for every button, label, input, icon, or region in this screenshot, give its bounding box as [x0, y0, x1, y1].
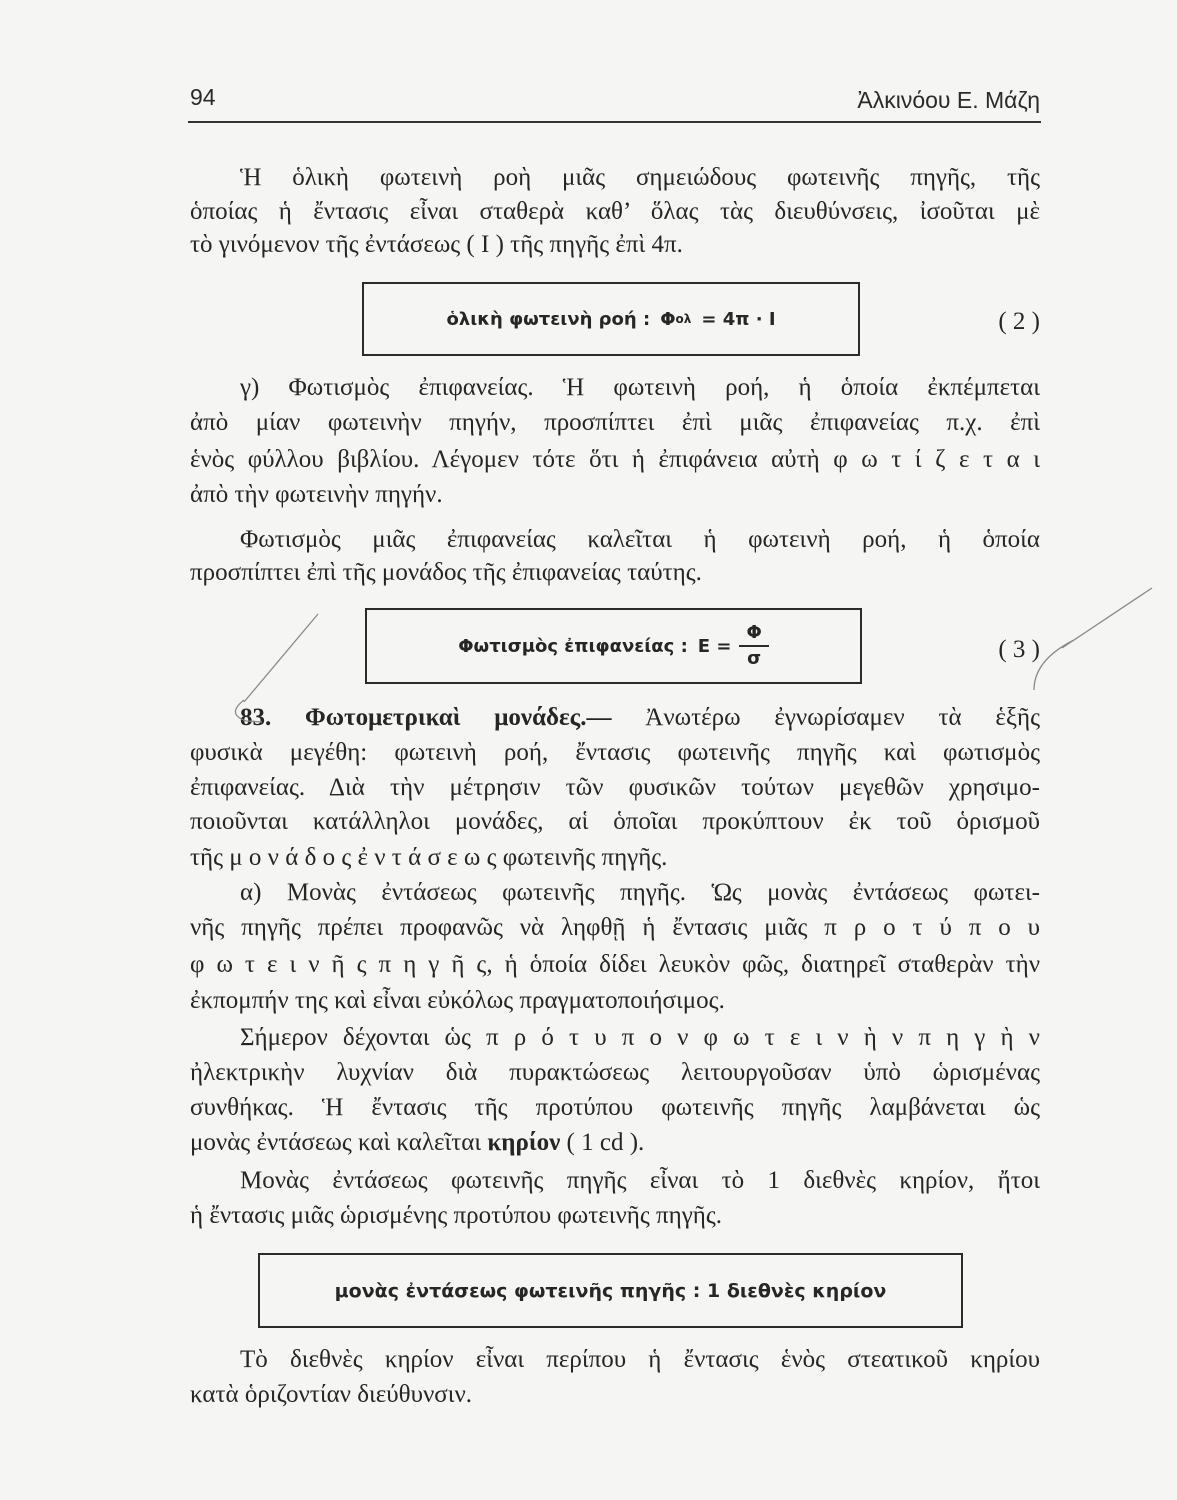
section-heading: 83. Φωτομετρικαὶ μονάδες.—: [240, 704, 612, 731]
text-line: ὁποίας ἡ ἔντασις εἶναι σταθερὰ καθ’ ὅλας τὰς διευθύνσεις, ἰσοῦται μὲ: [190, 198, 1040, 225]
text-line: ἀπὸ μίαν φωτεινὴν πηγήν, προσπίπτει ἐπὶ μιᾶς ἐπιφανείας π.χ. ἐπὶ: [190, 409, 1040, 436]
bold-term: κηρίον: [487, 1129, 561, 1156]
text-line: Τὸ διεθνὲς κηρίον εἶναι περίπου ἡ ἔντασις ἑνὸς στεατικοῦ κηρίου: [240, 1346, 1040, 1373]
text-line: [240, 701, 1040, 735]
text-line: ἐκπομπήν της καὶ εἶναι εὐκόλως πραγματοποιήσιμος.: [190, 987, 725, 1014]
text-line: συνθήκας. Ἡ ἔντασις τῆς προτύπου φωτεινῆς πηγῆς λαμβάνεται ὡς: [190, 1094, 1040, 1121]
definition-text: μονὰς ἐντάσεως φωτεινῆς πηγῆς : 1 διεθνὲς κηρίον: [334, 1279, 887, 1302]
text-line: Φωτισμὸς μιᾶς ἐπιφανείας καλεῖται ἡ φωτεινὴ ροή, ἡ ὁποία: [240, 526, 1040, 553]
text-line: τὸ γινόμενον τῆς ἐντάσεως ( I ) τῆς πηγῆς ἐπὶ 4π.: [190, 231, 683, 258]
text-line: Ἡ ὁλικὴ φωτεινὴ ροὴ μιᾶς σημειώδους φωτεινῆς πηγῆς, τῆς: [240, 164, 1040, 191]
text-line: ἡ ἔντασις μιᾶς ὡρισμένης προτύπου φωτεινῆς πηγῆς.: [190, 1202, 722, 1229]
text-line: ἀπὸ τὴν φωτεινὴν πηγήν.: [190, 481, 443, 508]
text-line: γ) Φωτισμὸς ἐπιφανείας. Ἡ φωτεινὴ ροή, ἡ ὁποία ἐκπέμπεται: [240, 374, 1040, 401]
equation-number: ( 2 ): [998, 308, 1040, 335]
definition-box-intensity-unit: [258, 1253, 963, 1328]
running-head-author: Ἀλκινόου Ε. Μάζη: [857, 87, 1040, 113]
formula-box-illuminance: [365, 608, 862, 684]
pencil-mark-left: [244, 614, 318, 702]
formula-lhs: E =: [697, 635, 732, 657]
fraction-denominator: σ: [747, 648, 762, 669]
fraction: [739, 621, 768, 671]
formula-symbol: Φ: [660, 308, 676, 330]
text-line: Σήμερον δέχονται ὡς π ρ ό τ υ π ο ν φ ω τ ε ι ν ὴ ν π η γ ὴ ν: [240, 1024, 1040, 1051]
text-line: ποιοῦνται κατάλληλοι μονάδες, αἱ ὁποῖαι προκύπτουν ἐκ τοῦ ὁρισμοῦ: [190, 808, 1040, 835]
formula-box-total-flux: [362, 282, 860, 356]
text-line: α) Μονὰς ἐντάσεως φωτεινῆς πηγῆς. Ὡς μονὰς ἐντάσεως φωτει-: [240, 879, 1040, 906]
text-line: Μονὰς ἐντάσεως φωτεινῆς πηγῆς εἶναι τὸ 1 διεθνὲς κηρίον, ἤτοι: [240, 1167, 1040, 1194]
text-line: [190, 1126, 1040, 1160]
formula-subscript: ολ: [675, 312, 692, 326]
text-span: Ἀνωτέρω ἐγνωρίσαμεν τὰ ἑξῆς: [645, 704, 1040, 731]
formula-label: ὁλικὴ φωτεινὴ ροή :: [446, 308, 651, 330]
text-line: ἠλεκτρικὴν λυχνίαν διὰ πυρακτώσεως λειτουργοῦσαν ὑπὸ ὡρισμένας: [190, 1059, 1040, 1086]
text-line: φ ω τ ε ι ν ῆ ς π η γ ῆ ς, ἡ ὁποία δίδει λευκὸν φῶς, διατηρεῖ σταθερὰν τὴν: [190, 951, 1040, 978]
pencil-mark-right: [1062, 588, 1152, 648]
formula-label: Φωτισμὸς ἐπιφανείας :: [458, 635, 688, 657]
text-span: ( 1 cd ).: [566, 1129, 645, 1156]
text-line: ἑνὸς φύλλου βιβλίου. Λέγομεν τότε ὅτι ἡ ἐπιφάνεια αὐτὴ φ ω τ ί ζ ε τ α ι: [190, 446, 1040, 473]
text-line: ἐπιφανείας. Διὰ τὴν μέτρησιν τῶν φυσικῶν τούτων μεγεθῶν χρησιμο-: [190, 774, 1040, 801]
formula-rhs: = 4π · I: [701, 308, 776, 330]
text-line: νῆς πηγῆς πρέπει προφανῶς νὰ ληφθῇ ἡ ἔντασις μιᾶς π ρ ο τ ύ π ο υ: [190, 914, 1040, 941]
text-line: προσπίπτει ἐπὶ τῆς μονάδος τῆς ἐπιφανείας ταύτης.: [190, 559, 702, 586]
text-line: κατὰ ὁριζοντίαν διεύθυνσιν.: [190, 1381, 473, 1408]
fraction-numerator: Φ: [739, 621, 768, 647]
text-line: τῆς μ ο ν ά δ ο ς ἐ ν τ ά σ ε ω ς φωτεινῆς πηγῆς.: [190, 844, 668, 871]
text-span: μονὰς ἐντάσεως καὶ καλεῖται: [190, 1129, 482, 1156]
header-rule: [188, 121, 1041, 123]
pencil-mark-curve: [1034, 640, 1074, 690]
page-number: 94: [190, 84, 216, 110]
equation-number: ( 3 ): [998, 636, 1040, 663]
text-line: φυσικὰ μεγέθη: φωτεινὴ ροή, ἔντασις φωτεινῆς πηγῆς καὶ φωτισμὸς: [190, 739, 1040, 766]
